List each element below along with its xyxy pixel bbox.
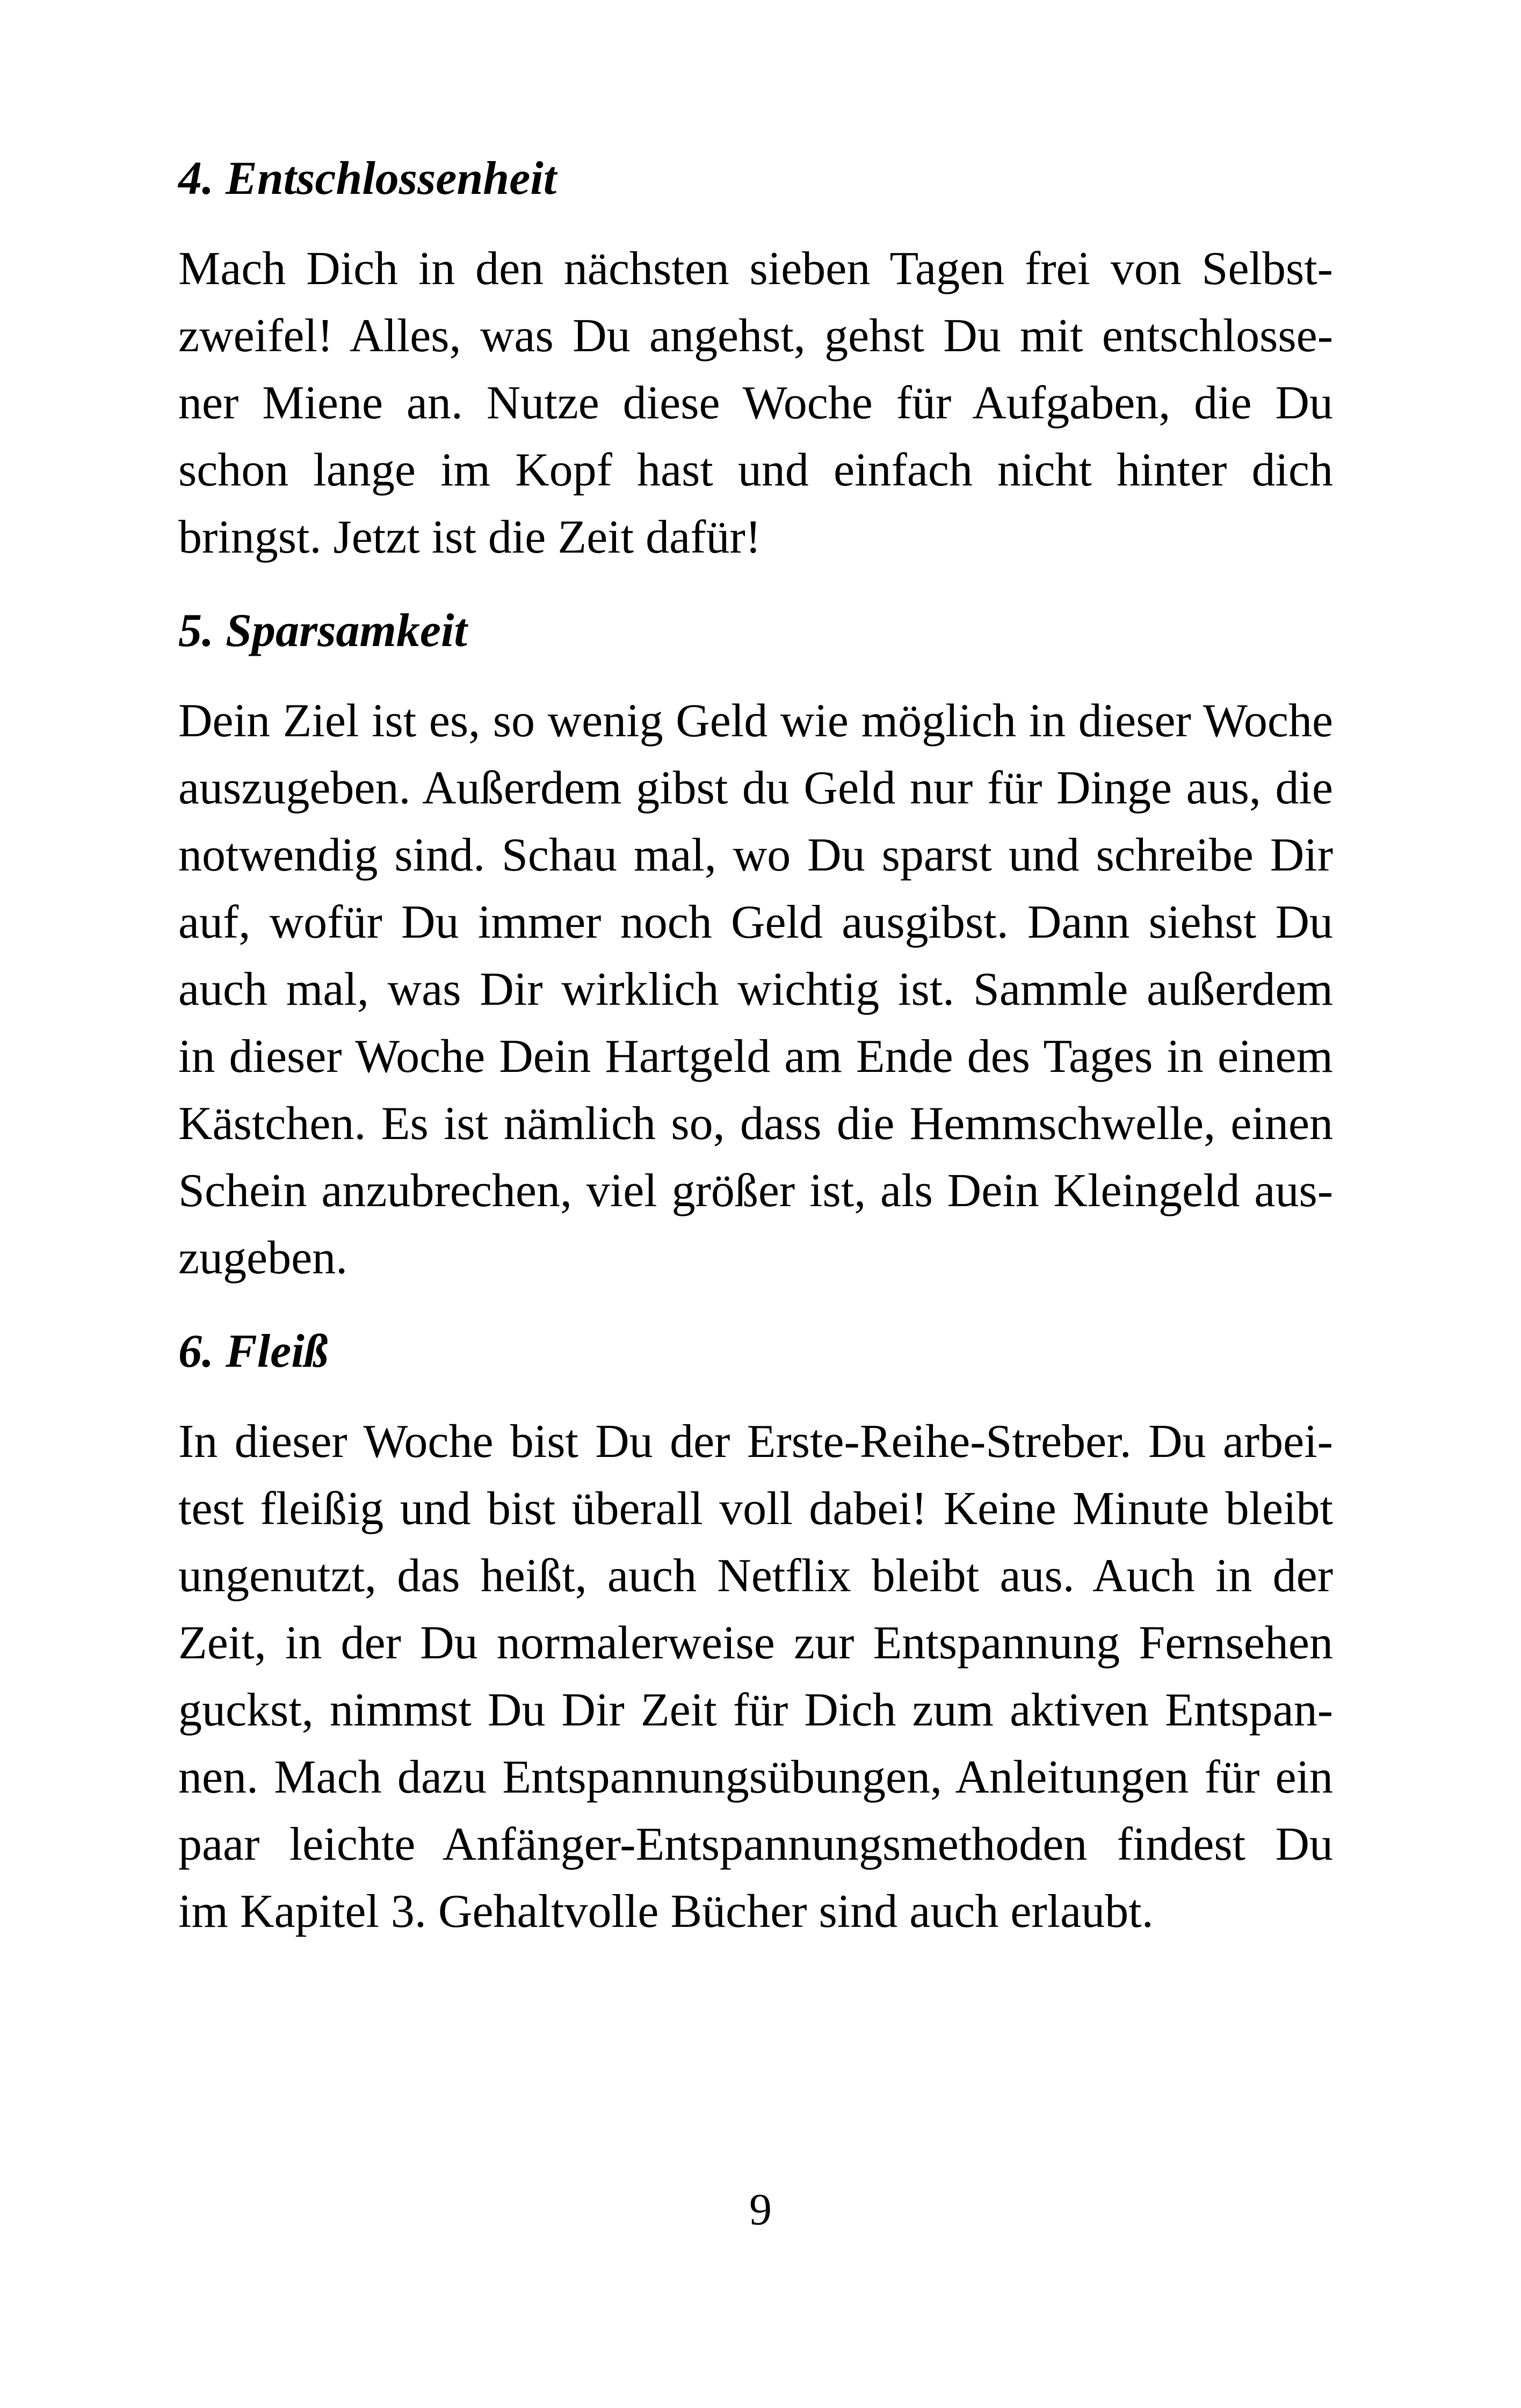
- text-line: Mach Dich in den nächsten sieben Tagen frei von Selbst-: [178, 243, 1333, 295]
- text-line: auszugeben. Außerdem gibst du Geld nur für Dinge aus, die: [178, 762, 1333, 814]
- text-line: ner Miene an. Nutze diese Woche für Aufgaben, die Du: [178, 377, 1333, 429]
- text-line: In dieser Woche bist Du der Erste-Reihe-Streber. Du arbei-: [178, 1416, 1333, 1468]
- text-line: Schein anzubrechen, viel größer ist, als Dein Kleingeld aus-: [178, 1165, 1333, 1217]
- section-body: [178, 1408, 1333, 1945]
- text-line: Zeit, in der Du normalerweise zur Entspannung Fernsehen: [178, 1617, 1333, 1669]
- page-content: [178, 145, 1333, 1945]
- section-body: [178, 235, 1333, 571]
- page-number: 9: [749, 2185, 772, 2235]
- section-title: 4. Entschlossenheit: [178, 153, 557, 205]
- text-line: paar leichte Anfänger-Entspannungsmethoden findest Du: [178, 1818, 1333, 1870]
- text-line: schon lange im Kopf hast und einfach nicht hinter dich: [178, 444, 1333, 496]
- text-line: auch mal, was Dir wirklich wichtig ist. Sammle außerdem: [178, 963, 1333, 1016]
- text-line: auf, wofür Du immer noch Geld ausgibst. Dann siehst Du: [178, 896, 1333, 948]
- text-line: zweifel! Alles, was Du angehst, gehst Du mit entschlosse-: [178, 310, 1333, 362]
- section-title: 6. Fleiß: [178, 1325, 328, 1377]
- section-fleiss: [178, 1318, 1333, 1945]
- text-line: im Kapitel 3. Gehaltvolle Bücher sind auch erlaubt.: [178, 1885, 1154, 1938]
- section-body: [178, 687, 1333, 1292]
- text-line: in dieser Woche Dein Hartgeld am Ende des Tages in einem: [178, 1031, 1333, 1083]
- text-line: Dein Ziel ist es, so wenig Geld wie möglich in dieser Woche: [178, 695, 1333, 747]
- text-line: test fleißig und bist überall voll dabei! Keine Minute bleibt: [178, 1483, 1333, 1535]
- section-title: 5. Sparsamkeit: [178, 605, 467, 657]
- text-line: nen. Mach dazu Entspannungsübungen, Anleitungen für ein: [178, 1751, 1333, 1803]
- text-line: guckst, nimmst Du Dir Zeit für Dich zum aktiven Entspan-: [178, 1684, 1333, 1736]
- text-line: ungenutzt, das heißt, auch Netflix bleibt aus. Auch in der: [178, 1550, 1333, 1602]
- text-line: zugeben.: [178, 1232, 348, 1284]
- text-line: bringst. Jetzt ist die Zeit dafür!: [178, 511, 762, 563]
- section-entschlossenheit: [178, 145, 1333, 571]
- text-line: notwendig sind. Schau mal, wo Du sparst und schreibe Dir: [178, 829, 1333, 881]
- text-line: Kästchen. Es ist nämlich so, dass die Hemmschwelle, einen: [178, 1098, 1333, 1150]
- section-sparsamkeit: [178, 597, 1333, 1292]
